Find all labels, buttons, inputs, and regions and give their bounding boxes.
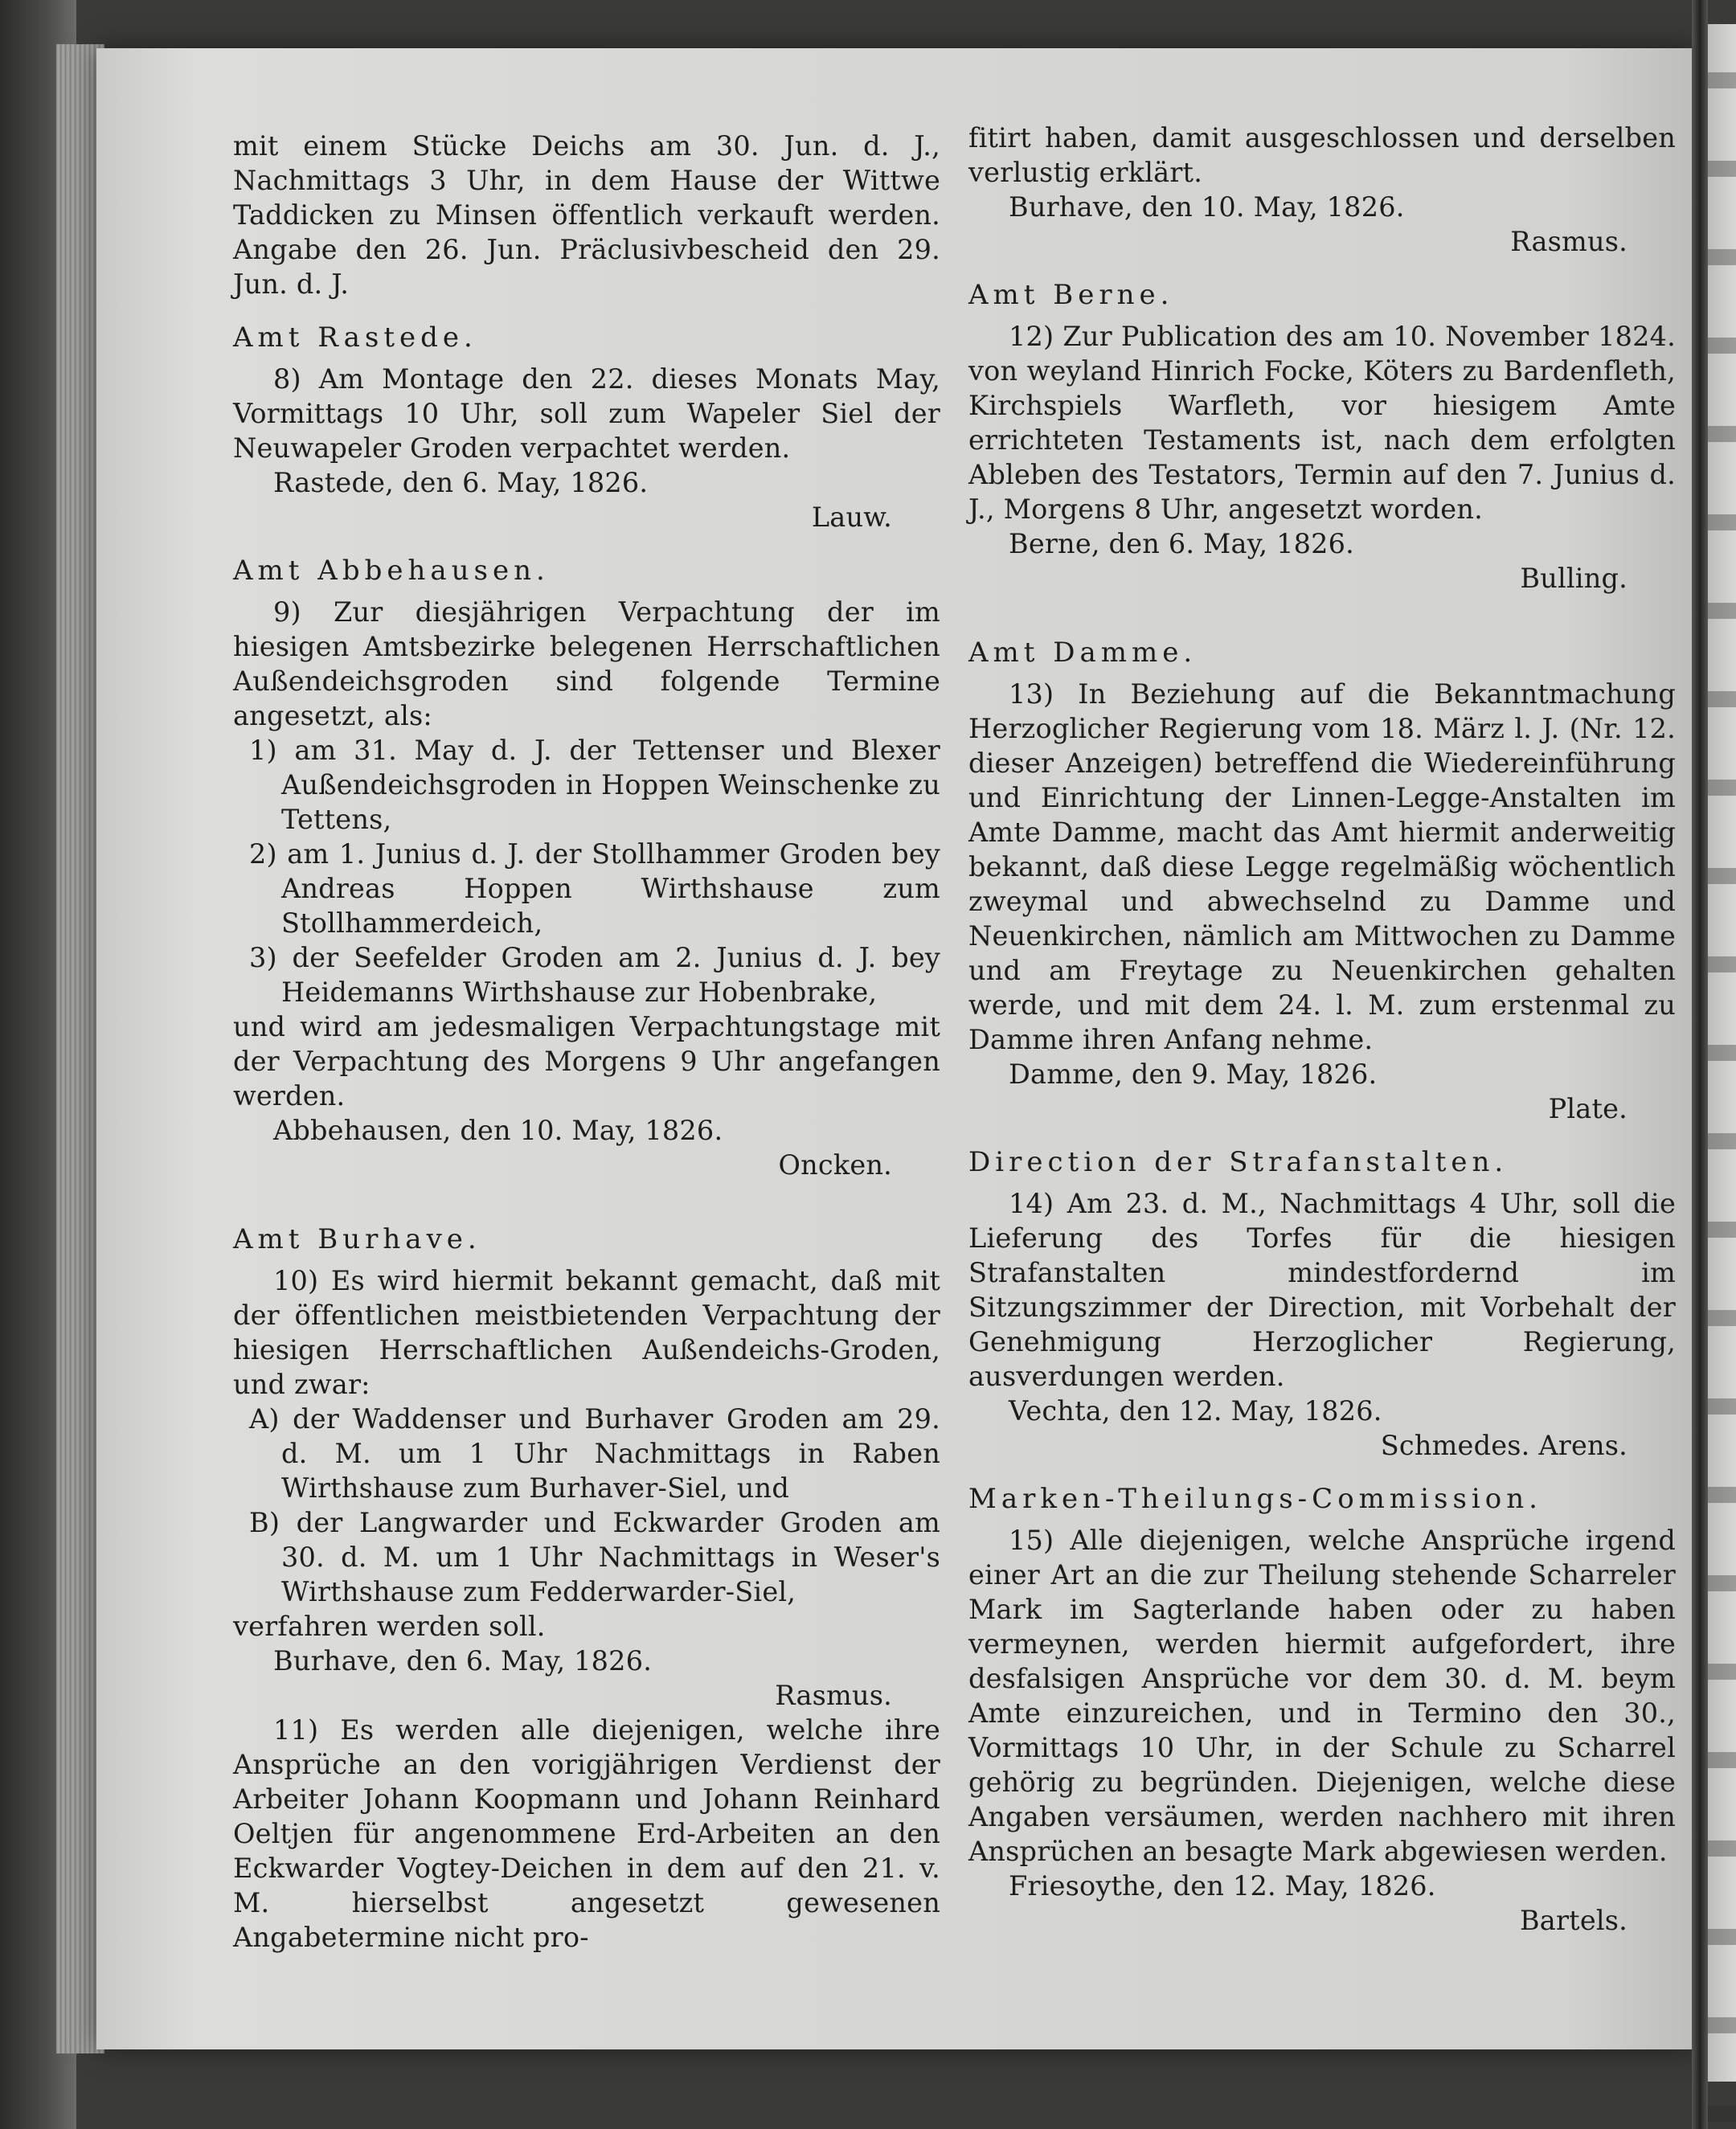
- heading-amt-damme: Amt Damme.: [968, 637, 1198, 669]
- notice-10-date: Burhave, den 6. May, 1826.: [273, 1645, 653, 1677]
- notice-12-signature: Bulling.: [1520, 563, 1628, 594]
- notice-9-text: 9) Zur diesjährigen Verpachtung der im hiesigen Amtsbezirke belegenen Herrschaftlichen Außendeichsgroden sind folgende Termine angesetzt, als:: [233, 596, 940, 731]
- notice-12-text: 12) Zur Publication des am 10. November 1824. von weyland Hinrich Focke, Köters zu Bardenfleth, Kirchspiels Warfleth, vor hiesigem Amte errichteten Testaments ist, nach dem erfolgten Ableben des Testators, Termin auf den 7. Junius d. J., Morgens 8 Uhr, angesetzt worden.: [968, 321, 1676, 525]
- adjacent-page-text-shadow: [1708, 0, 1736, 2129]
- notice-9-signature: Oncken.: [778, 1149, 892, 1181]
- notice-14-date: Vechta, den 12. May, 1826.: [1009, 1395, 1382, 1427]
- notice-10-closing: verfahren werden soll.: [233, 1611, 546, 1642]
- right-column: [968, 121, 1676, 1938]
- heading-marken-theilungs-commission: Marken-Theilungs-Commission.: [968, 1483, 1542, 1515]
- notice-9-item-3: 3) der Seefelder Groden am 2. Junius d. J. bey Heidemanns Wirthshause zur Hobenbrake,: [249, 942, 940, 1008]
- heading-amt-rastede: Amt Rastede.: [233, 321, 477, 354]
- notice-11-text: 11) Es werden alle diejenigen, welche ihre Ansprüche an den vorigjährigen Verdienst der Arbeiter Johann Koopmann und Johann Reinhard Oeltjen für angenommene Erd-Arbeiten an den Eckwarder Vogtey-Deichen in dem auf den 21. v. M. hierselbst angesetzt gewesenen Angabetermine nicht pro-: [233, 1714, 940, 1953]
- notice-9-item-2: 2) am 1. Junius d. J. der Stollhammer Groden bey Andreas Hoppen Wirthshause zum Stollhammerdeich,: [249, 838, 940, 939]
- left-column: [233, 129, 940, 1955]
- notice-13-date: Damme, den 9. May, 1826.: [1009, 1058, 1378, 1090]
- notice-15-text: 15) Alle diejenigen, welche Ansprüche irgend einer Art an die zur Theilung stehende Scharreler Mark im Sagterlande haben oder zu haben vermeynen, werden hiermit aufgefordert, ihre desfalsigen Ansprüche vor dem 30. d. M. beym Amte einzureichen, und in Termino den 30., Vormittags 10 Uhr, in der Schule zu Scharrel gehörig zu begründen. Diejenigen, welche diese Angaben versäumen, werden nachhero mit ihren Ansprüchen an besagte Mark abgewiesen werden.: [968, 1525, 1676, 1867]
- notice-14-text: 14) Am 23. d. M., Nachmittags 4 Uhr, soll die Lieferung des Torfes für die hiesigen Strafanstalten mindestfordernd im Sitzungszimmer der Direction, mit Vorbehalt der Genehmigung Herzoglicher Regierung, ausverdungen werden.: [968, 1188, 1676, 1392]
- heading-direction-strafanstalten: Direction der Strafanstalten.: [968, 1146, 1509, 1178]
- notice-10-text: 10) Es wird hiermit bekannt gemacht, daß mit der öffentlichen meistbietenden Verpachtung der hiesigen Herrschaftlichen Außendeichs-Groden, und zwar:: [233, 1265, 940, 1400]
- notice-13-signature: Plate.: [1548, 1093, 1628, 1124]
- notice-11-continuation: fitirt haben, damit ausgeschlossen und derselben verlustig erklärt.: [968, 122, 1676, 188]
- notice-11-signature: Rasmus.: [1510, 226, 1628, 257]
- notice-7-continuation: mit einem Stücke Deichs am 30. Jun. d. J., Nachmittags 3 Uhr, in dem Hause der Wittwe Taddicken zu Minsen öffentlich verkauft werden. Angabe den 26. Jun. Präclusivbescheid den 29. Jun. d. J.: [233, 130, 940, 300]
- notice-10-item-b: B) der Langwarder und Eckwarder Groden am 30. d. M. um 1 Uhr Nachmittags in Weser's Wirthshause zum Fedderwarder-Siel,: [249, 1507, 940, 1607]
- notice-12-date: Berne, den 6. May, 1826.: [1009, 528, 1355, 559]
- heading-amt-abbehausen: Amt Abbehausen.: [233, 555, 550, 587]
- notice-15-date: Friesoythe, den 12. May, 1826.: [1009, 1870, 1436, 1902]
- notice-8-text: 8) Am Montage den 22. dieses Monats May, Vormittags 10 Uhr, soll zum Wapeler Siel der Neuwapeler Groden verpachtet werden.: [233, 363, 940, 464]
- heading-amt-burhave: Amt Burhave.: [233, 1223, 481, 1255]
- notice-8-date: Rastede, den 6. May, 1826.: [273, 467, 649, 498]
- notice-9-closing: und wird am jedesmaligen Verpachtungstage mit der Verpachtung des Morgens 9 Uhr angefangen werden.: [233, 1011, 940, 1112]
- notice-11-date: Burhave, den 10. May, 1826.: [1009, 191, 1405, 223]
- notice-8-signature: Lauw.: [811, 502, 892, 533]
- notice-13-text: 13) In Beziehung auf die Bekanntmachung Herzoglicher Regierung vom 18. März l. J. (Nr. 12. dieser Anzeigen) betreffend die Wiedereinführung und Einrichtung der Linnen-Legge-Anstalten im Amte Damme, macht das Amt hiermit anderweitig bekannt, daß diese Legge regelmäßig wöchentlich zweymal und abwechselnd zu Damme und Neuenkirchen, nämlich am Mittwochen zu Damme und am Freytage zu Neuenkirchen gehalten werde, und mit dem 24. l. M. zum erstenmal zu Damme ihren Anfang nehme.: [968, 678, 1676, 1055]
- notice-10-signature: Rasmus.: [775, 1680, 892, 1711]
- notice-9-item-1: 1) am 31. May d. J. der Tettenser und Blexer Außendeichsgroden in Hoppen Weinschenke zu Tettens,: [249, 735, 940, 835]
- heading-amt-berne: Amt Berne.: [968, 279, 1174, 311]
- book-gutter: [1692, 0, 1708, 2129]
- notice-15-signature: Bartels.: [1519, 1905, 1628, 1936]
- notice-14-signature: Schmedes. Arens.: [1380, 1430, 1628, 1461]
- notice-9-date: Abbehausen, den 10. May, 1826.: [273, 1115, 723, 1146]
- notice-10-item-a: A) der Waddenser und Burhaver Groden am 29. d. M. um 1 Uhr Nachmittags in Raben Wirthshause zum Burhaver-Siel, und: [249, 1403, 940, 1504]
